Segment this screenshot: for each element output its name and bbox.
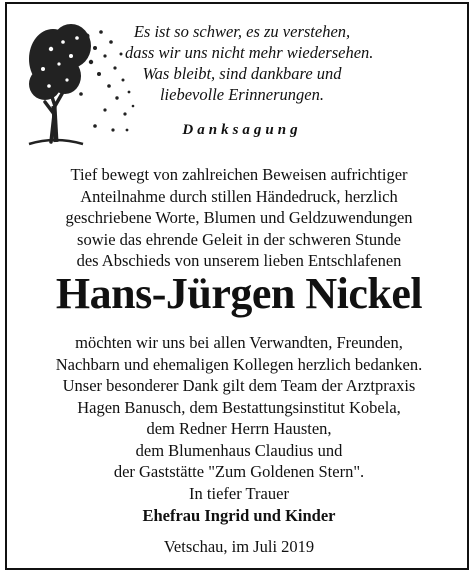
thanks-line: Unser besonderer Dank gilt dem Team der Arztpraxis <box>62 376 416 395</box>
tree-icon <box>21 14 141 149</box>
intro-line: sowie das ehrende Geleit in der schweren Stunde <box>77 229 401 249</box>
poem-line: liebevolle Erinnerungen. <box>159 85 325 104</box>
thanks-line: Nachbarn und ehemaligen Kollegen herzlich bedanken. <box>55 354 423 374</box>
obituary-notice <box>5 2 469 570</box>
intro-text <box>7 164 471 272</box>
thanks-line: möchten wir uns bei allen Verwandten, Freunden, <box>75 333 403 352</box>
poem-line: Was bleibt, sind dankbare und <box>142 64 342 83</box>
closing <box>7 483 471 526</box>
intro-line: Tief bewegt von zahlreichen Beweisen aufrichtiger <box>70 165 408 184</box>
intro-line: Anteilnahme durch stillen Händedruck, herzlich <box>80 186 398 206</box>
closing-line: In tiefer Trauer <box>189 484 289 503</box>
thanks-line: dem Blumenhaus Claudius und <box>135 440 343 460</box>
poem <box>125 21 374 105</box>
heading: Danksagung <box>182 122 302 138</box>
intro-line: geschriebene Worte, Blumen und Geldzuwendungen <box>65 208 413 227</box>
deceased-name: Hans-Jürgen Nickel <box>55 269 423 318</box>
intro-line: des Abschieds von unserem lieben Entschlafenen <box>76 251 402 270</box>
thanks-text <box>7 332 471 483</box>
poem-line: Es ist so schwer, es zu verstehen, <box>133 22 351 41</box>
thanks-line: der Gaststätte "Zum Goldenen Stern". <box>113 462 365 481</box>
signers: Ehefrau Ingrid und Kinder <box>142 505 336 525</box>
thanks-line: Hagen Banusch, dem Bestattungsinstitut Kobela, <box>77 397 401 417</box>
thanks-line: dem Redner Herrn Hausten, <box>146 419 332 438</box>
place-date: Vetschau, im Juli 2019 <box>163 537 315 556</box>
poem-line: dass wir uns nicht mehr wiedersehen. <box>125 43 374 62</box>
